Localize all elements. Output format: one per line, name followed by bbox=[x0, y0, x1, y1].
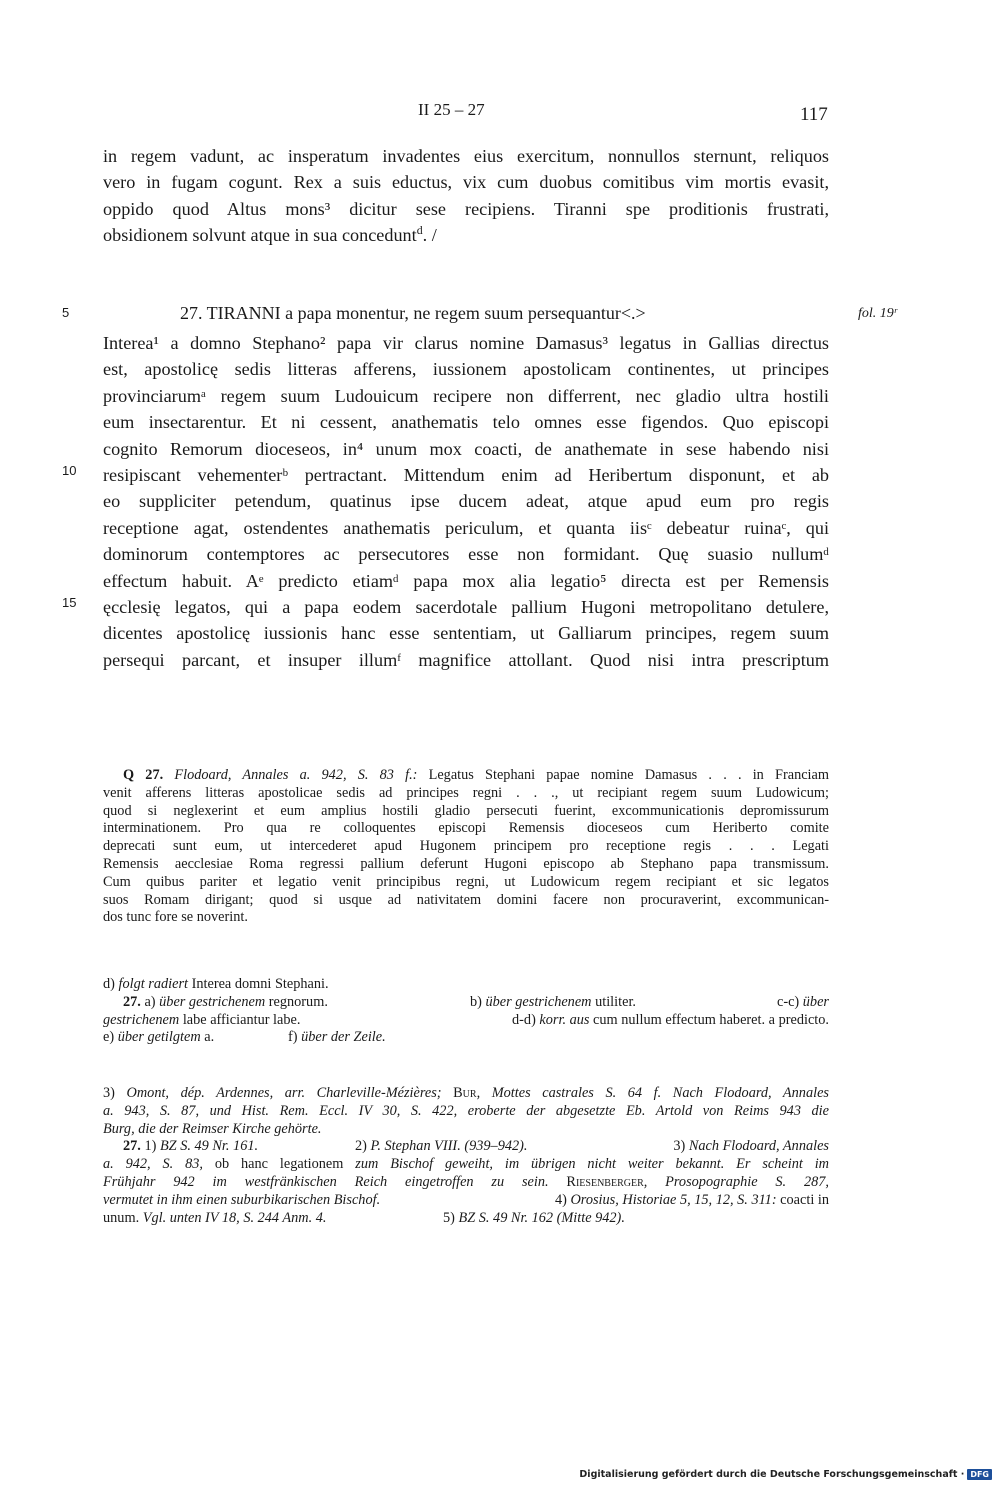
note-line: interminationem. Pro qua re colloquentes episcopi Remensis dioceseos cum Heriberto comite bbox=[103, 820, 829, 837]
text-line: effectum habuit. Aᵉ predicto etiamᵈ papa mox alia legatio⁵ directa est per Remensis bbox=[103, 570, 829, 591]
note-line: 27. 1) BZ S. 49 Nr. 161. 2) P. Stephan VIII. (939–942). 3) Nach Flodoard, Annales bbox=[123, 1138, 829, 1155]
note-line: quod si neglexerint et eum amplius hostili gladio persecuti fuerint, excommunicationis depromissurum bbox=[103, 802, 829, 819]
dfg-logo: DFG bbox=[967, 1469, 992, 1480]
digitization-credit bbox=[579, 1469, 992, 1480]
running-head: II 25 – 27 bbox=[418, 100, 485, 119]
note-line: Frühjahr 942 im westfränkischen Reich eingetroffen zu sein. Riesenberger, Prosopographie S. 287, bbox=[103, 1173, 829, 1190]
note-line: Remensis aecclesiae Roma regressi pallium deferunt Hugoni episcopo ab Stephano papa transmissum. bbox=[103, 855, 829, 872]
note-line: deprecati sunt eum, ut intercederet apud Hugonem principem pro receptione regis . . . Legati bbox=[103, 838, 829, 855]
continuation-text bbox=[103, 143, 829, 249]
page-header bbox=[0, 100, 1000, 130]
text-line: provinciarumᵃ regem suum Ludouicum recipere non differrent, nec gladio ultra hostili bbox=[103, 385, 829, 406]
note-line: d) folgt radiert Interea domni Stephani. bbox=[103, 976, 329, 992]
note-line: unum. Vgl. unten IV 18, S. 244 Anm. 4. 5) BZ S. 49 Nr. 162 (Mitte 942). bbox=[103, 1209, 625, 1226]
critical-apparatus bbox=[103, 976, 829, 1047]
text-line: eo suppliciter petendum, quatinus ipse ducem adeat, atque apud eum pro regis bbox=[103, 491, 829, 512]
note-line: Q 27. Flodoard, Annales a. 942, S. 83 f.: Legatus Stephani papae nomine Damasus . . . in Franciam bbox=[123, 767, 829, 783]
text-line: oppido quod Altus mons³ dicitur sese recipiens. Tiranni spe proditionis frustrati, bbox=[103, 198, 829, 219]
commentary-notes bbox=[103, 1085, 829, 1227]
folio-marker: fol. 19ʳ bbox=[858, 306, 897, 321]
text-line: in regem vadunt, ac insperatum invadentes eius exercitum, nonnullos sternunt, reliquos bbox=[103, 146, 829, 166]
page-number: 117 bbox=[800, 104, 828, 125]
text-line: eum insectarentur. Et ni cessent, anathematis telo omnes esse figendos. Quo episcopi bbox=[103, 412, 829, 433]
text-line: est, apostolicę sedis litteras afferens, iussionem apostolicam continentes, ut principes bbox=[103, 359, 829, 380]
chapter-heading: 27. TIRANNI a papa monentur, ne regem suum persequantur<.> bbox=[180, 303, 646, 323]
text-line: dominorum contemptores ac persecutores esse non formidant. Quę suasio nullumᵈ bbox=[103, 544, 829, 565]
note-line: e) über getilgtem a. f) über der Zeile. bbox=[103, 1029, 386, 1046]
text-line: persequi parcant, et insuper illumᶠ magnifice attollant. Quod nisi intra prescriptum bbox=[103, 649, 829, 670]
text-line: receptione agat, ostendentes anathematis periculum, et quanta iisᶜ debeatur ruinaᶜ, qui bbox=[103, 517, 829, 538]
note-line: Cum quibus pariter et legatio venit principibus regni, ut Ludowicum regem recipiant et sic legatos bbox=[103, 873, 829, 890]
note-line: dos tunc fore se noverint. bbox=[103, 909, 248, 926]
note-line: a. 943, S. 87, und Hist. Rem. Eccl. IV 30, S. 422, eroberte der abgesetzte Eb. Artold von Reims 943 die bbox=[103, 1102, 829, 1119]
text-line: vero in fugam cogunt. Rex a suis eductus, vix cum duobus comitibus vim mortis evasit, bbox=[103, 172, 829, 193]
line-number: 15 bbox=[62, 595, 77, 610]
text-line: dicentes apostolicę iussionis hanc esse sententiam, ut Galliarum principes, regem suum bbox=[103, 623, 829, 644]
note-line: venit afferens litteras apostolicae sedis ad principes regni . . ., ut recipiant regem suum Ludowicum; bbox=[103, 784, 829, 801]
note-line: Burg, die der Reimser Kirche gehörte. bbox=[103, 1120, 322, 1137]
line-number: 10 bbox=[62, 463, 77, 478]
note-line: gestrichenem labe afficiantur labe. d-d) korr. aus cum nullum effectum haberet. a predicto. bbox=[103, 1011, 829, 1028]
note-line: 3) Omont, dép. Ardennes, arr. Charleville-Mézières; Bur, Mottes castrales S. 64 f. Nach Flodoard, Annales bbox=[103, 1085, 829, 1101]
note-line: suos Romam dirigant; quod si usque ad nativitatem domini facere non procuraverint, excommunican- bbox=[103, 891, 829, 908]
note-line: 27. a) über gestrichenem regnorum. b) über gestrichenem utiliter. c-c) über bbox=[123, 993, 829, 1010]
main-text bbox=[103, 330, 829, 673]
source-notes bbox=[103, 767, 829, 927]
note-line: vermutet in ihm einen suburbikarischen Bischof. 4) Orosius, Historiae 5, 15, 12, S. 311: coacti in bbox=[103, 1191, 829, 1208]
text-line: ęcclesię legatos, qui a papa eodem sacerdotale pallium Hugoni metropolitano detulere, bbox=[103, 597, 829, 618]
text-line: Interea¹ a domno Stephano² papa vir clarus nomine Damasus³ legatus in Gallias directus bbox=[103, 333, 829, 353]
line-number: 5 bbox=[62, 305, 70, 320]
text-line: obsidionem solvunt atque in sua concedunt$^d$. / bbox=[103, 223, 437, 246]
text-line: cognito Remorum dioceseos, in⁴ unum mox coacti, de anathemate in sese habendo nisi bbox=[103, 438, 829, 459]
text-line: resipiscant vehementerᵇ pertractant. Mittendum enim ad Heribertum disponunt, et ab bbox=[103, 465, 829, 486]
credit-text: Digitalisierung gefördert durch die Deutsche Forschungsgemeinschaft · bbox=[579, 1469, 965, 1480]
note-line: a. 942, S. 83, ob hanc legationem zum Bischof geweiht, im übrigen nicht weiter bekannt. Er scheint im bbox=[103, 1156, 829, 1173]
